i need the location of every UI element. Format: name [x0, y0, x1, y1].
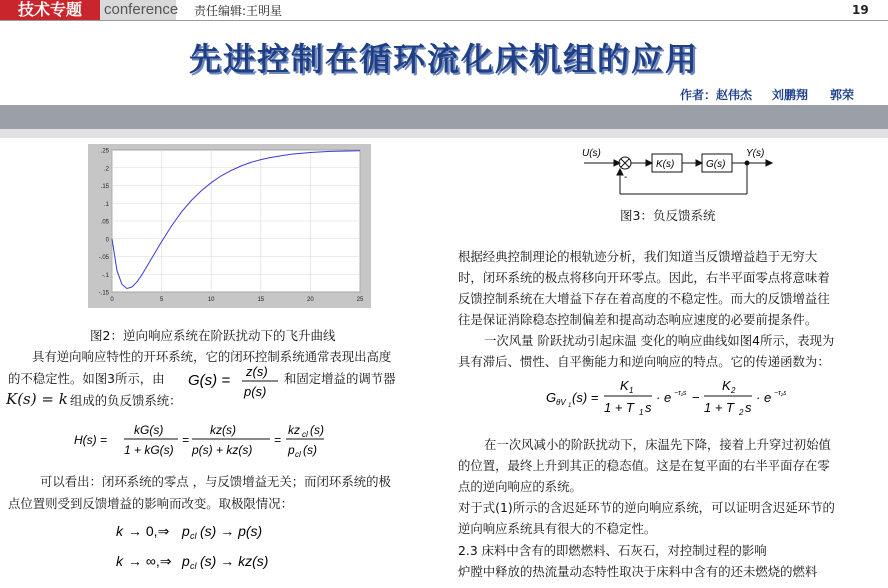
text-line: 逆向响应系统具有很大的不稳定性。: [458, 521, 657, 536]
diagram-controller-label: K(s): [656, 159, 675, 170]
svg-text:1: 1: [629, 386, 634, 395]
svg-text:G: G: [546, 390, 557, 405]
right-para1: [458, 246, 830, 330]
svg-text:(s) → kz(s): (s) → kz(s): [200, 553, 269, 569]
header-conference: conference: [100, 0, 176, 20]
svg-text:p: p: [182, 553, 190, 569]
svg-text:p(s) + kz(s): p(s) + kz(s): [192, 443, 253, 457]
svg-text:s: s: [745, 400, 752, 415]
left-para2-line1: 可以看出：闭环系统的零点 ，与反馈增益无关；而闭环系统的极: [40, 474, 391, 489]
svg-text:→ 0,⇒: → 0,⇒: [128, 523, 170, 539]
x-tick-label: 15: [257, 297, 265, 303]
svg-text:→ ∞,⇒: → ∞,⇒: [128, 553, 172, 569]
article-title: 先进控制在循环流化床机组的应用: [188, 40, 699, 78]
svg-text:1 + T: 1 + T: [604, 400, 634, 415]
svg-text:cl: cl: [190, 561, 197, 571]
y-tick-label: .05: [100, 219, 109, 226]
figure2-chart-frame: [88, 144, 371, 308]
x-tick-label: 5: [159, 297, 164, 303]
svg-text:s: s: [645, 400, 652, 415]
figure2-caption: 图2：逆向响应系统在阶跃扰动下的飞升曲线: [90, 328, 336, 343]
title-band-light: [0, 129, 888, 138]
right-para2: [458, 330, 834, 372]
author-name: 刘鹏翔: [772, 88, 809, 102]
svg-text:K: K: [722, 378, 731, 393]
svg-text:(s): (s): [310, 423, 324, 437]
equation-K: K(s) = k: [6, 390, 68, 408]
svg-text:=: =: [182, 433, 190, 447]
svg-text:H(s) =: H(s) =: [74, 433, 107, 447]
y-tick-label: -.05: [98, 255, 109, 261]
y-tick-label: .15: [100, 184, 109, 190]
author-name: 赵伟杰: [716, 88, 753, 102]
svg-text:kG(s): kG(s): [134, 423, 164, 437]
text-line: 时，闭环系统的极点将移向开环零点。因此，右半平面零点将意味着: [458, 270, 830, 285]
header-divider: [0, 20, 888, 21]
svg-text:z(s): z(s): [246, 364, 268, 379]
left-para2-line2: 点位置则受到反馈增益的影响而改变。取极限情况：: [8, 496, 293, 511]
svg-text:cl: cl: [302, 430, 308, 439]
text-line: 往是保证消除稳态控制偏差和提高动态响应速度的必要前提条件。: [458, 312, 818, 327]
svg-text:k: k: [116, 553, 123, 569]
svg-text:−τ₂s: −τ₂s: [774, 390, 786, 397]
svg-text:−τ₁s: −τ₁s: [674, 390, 687, 397]
svg-text:kz: kz: [288, 423, 300, 437]
y-tick-label: .25: [100, 148, 109, 155]
diagram-output-label: Y(s): [746, 148, 765, 159]
equation-G: [188, 360, 284, 400]
right-para4: 炉膛中释放的热流量动态特性取决于床料中含有的还未燃烧的燃料: [458, 564, 818, 579]
text-line: 根据经典控制理论的根轨迹分析，我们知道当反馈增益趋于无穷大: [458, 249, 818, 264]
svg-text:(s) =: (s) =: [572, 390, 599, 405]
svg-text:2: 2: [739, 408, 744, 417]
equation-limits: [116, 520, 316, 580]
text-line: 对于式(1)所示的含迟延环节的逆向响应系统，可以证明含迟延环节的: [458, 500, 835, 515]
figure3-diagram: [580, 144, 780, 204]
svg-text:· e: · e: [756, 390, 772, 405]
figure3-caption: 图3：负反馈系统: [620, 208, 716, 223]
svg-text:cl: cl: [190, 531, 197, 541]
x-tick-label: 0: [110, 297, 114, 303]
y-tick-label: .2: [103, 166, 109, 173]
svg-text:k: k: [116, 523, 123, 539]
title-band: [0, 105, 888, 129]
equation-H: [74, 418, 324, 462]
svg-text:p: p: [288, 443, 295, 457]
svg-text:(s) → p(s): (s) → p(s): [200, 523, 263, 539]
equation-transfer: [546, 374, 786, 422]
header-editor: 责任编辑:王明星: [194, 4, 283, 18]
x-tick-label: 20: [307, 297, 314, 303]
y-tick-label: -.15: [98, 290, 109, 297]
svg-text:−: −: [692, 390, 700, 405]
text-line: 的位置，最终上升到其正的稳态值。这是在复平面的右半平面存在零: [458, 458, 830, 473]
authors-label: 作者：: [680, 88, 717, 102]
left-para1-line3: 组成的负反馈系统：: [70, 393, 182, 408]
y-tick-label: .1: [103, 201, 109, 208]
left-para1-line2b: 和固定增益的调节器: [284, 371, 396, 386]
svg-text:K: K: [620, 378, 629, 393]
article-authors: [680, 86, 854, 103]
left-para1-line2a: 的不稳定性。如图3所示，由: [8, 371, 165, 386]
svg-text:2: 2: [731, 386, 736, 395]
x-tick-label: 25: [356, 297, 364, 303]
svg-text:p(s): p(s): [244, 384, 267, 399]
svg-text:G(s) =: G(s) =: [188, 372, 231, 389]
svg-text:kz(s): kz(s): [210, 423, 236, 437]
diagram-plant-label: G(s): [706, 159, 726, 170]
svg-text:(s): (s): [303, 443, 317, 457]
figure2-chart: [88, 144, 371, 308]
y-tick-label: 0: [105, 237, 109, 244]
svg-text:θV: θV: [556, 398, 566, 407]
svg-text:1: 1: [639, 408, 644, 417]
diagram-minus-sign: -: [624, 172, 628, 183]
text-line: 在一次风减小的阶跃扰动下，床温先下降，接着上升穿过初始值: [484, 437, 831, 452]
text-line: 一次风量 阶跃扰动引起床温 变化的响应曲线如图4所示，表现为: [484, 333, 835, 348]
svg-text:cl: cl: [295, 450, 301, 459]
right-para3: [458, 434, 835, 539]
svg-text:=: =: [274, 433, 282, 447]
left-para1-line1: 具有逆向响应特性的开环系统，它的闭环控制系统通常表现出高度: [32, 349, 392, 364]
text-line: 具有滞后、惯性、自平衡能力和逆向响应的特点。它的传递函数为：: [458, 354, 830, 369]
author-name: 郭荣: [830, 88, 855, 102]
page-number: 19: [852, 3, 869, 17]
header-logo: 技术专题: [0, 0, 100, 20]
x-tick-label: 10: [207, 297, 215, 303]
text-line: 点的逆向响应的系统。: [458, 479, 582, 494]
svg-text:1 + kG(s): 1 + kG(s): [124, 443, 174, 457]
section-heading: 2.3 床料中含有的即燃燃料、石灰石，对控制过程的影响: [458, 543, 767, 558]
svg-text:· e: · e: [656, 390, 672, 405]
text-line: 反馈控制系统在大增益下存在着高度的不稳定性。而大的反馈增益往: [458, 291, 830, 306]
y-tick-label: -.1: [101, 272, 109, 279]
svg-text:1: 1: [568, 403, 572, 409]
svg-text:p: p: [182, 523, 190, 539]
svg-text:1 + T: 1 + T: [704, 400, 734, 415]
diagram-input-label: U(s): [582, 148, 601, 159]
